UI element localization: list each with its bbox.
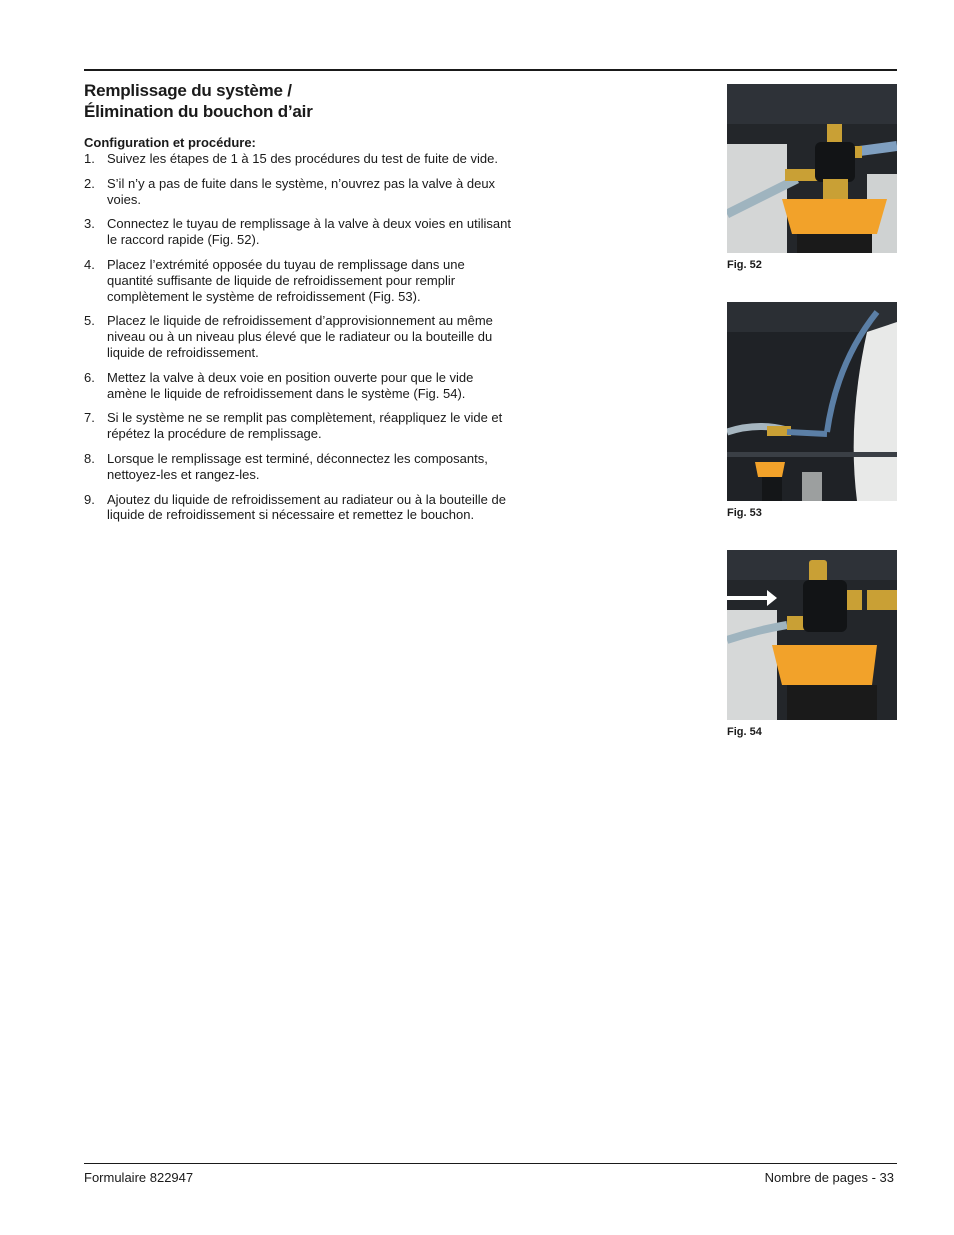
step-text: S’il n’y a pas de fuite dans le système, n’ouvrez pas la valve à deux voies.: [107, 175, 496, 207]
fig-52-caption: Fig. 52: [727, 259, 762, 271]
step-text: Ajoutez du liquide de refroidissement au radiateur ou à la bouteille de liquide de refroidissement si nécessaire et remettez le bouchon.: [107, 491, 506, 523]
step-item: [84, 151, 514, 167]
bottom-rule: [84, 1163, 897, 1164]
fig-54-caption: Fig. 54: [727, 726, 762, 738]
fig-52-photo: [727, 84, 897, 253]
fig-53-caption: Fig. 53: [727, 507, 762, 519]
title-line-2: Élimination du bouchon d’air: [84, 102, 313, 121]
section-subheading: Configuration et procédure:: [84, 135, 256, 150]
step-item: [84, 410, 514, 442]
form-number: Formulaire 822947: [84, 1170, 194, 1185]
step-item: [84, 451, 514, 483]
step-text: Mettez la valve à deux voie en position ouverte pour que le vide amène le liquide de refroidissement dans le système (Fig. 54).: [107, 369, 474, 401]
title-line-1: Remplissage du système /: [84, 81, 292, 100]
step-text: Connectez le tuyau de remplissage à la valve à deux voies en utilisant le raccord rapide (Fig. 52).: [107, 216, 511, 248]
open-valve-photo: [727, 550, 897, 720]
step-text: Lorsque le remplissage est terminé, déconnectez les composants, nettoyez-les et rangez-les.: [107, 450, 488, 482]
step-item: [84, 492, 514, 524]
step-number: 5.: [84, 313, 95, 329]
figure-53: [727, 302, 898, 519]
coolant-bucket-photo: [727, 302, 897, 501]
step-item: [84, 313, 514, 360]
top-rule: [84, 69, 897, 71]
step-item: [84, 257, 514, 304]
step-text: Suivez les étapes de 1 à 15 des procédures du test de fuite de vide.: [107, 151, 498, 166]
step-text: Placez l’extrémité opposée du tuyau de remplissage dans une quantité suffisante de liquide de refroidissement pour remplir complètement le système de refroidissement (Fig. 53).: [107, 256, 465, 304]
page-count: Nombre de pages - 33: [764, 1170, 894, 1185]
figure-52: [727, 84, 898, 271]
step-text: Si le système ne se remplit pas complètement, réappliquez le vide et répétez la procédure de remplissage.: [107, 410, 503, 442]
step-text: Placez le liquide de refroidissement d’approvisionnement au même niveau ou à un niveau plus élevé que le radiateur ou la bouteille du liquide de refroidissement.: [107, 313, 493, 360]
step-number: 1.: [84, 151, 95, 166]
step-number: 4.: [84, 256, 95, 272]
step-item: [84, 176, 514, 208]
step-item: [84, 370, 514, 402]
step-number: 2.: [84, 175, 95, 191]
figure-54: [727, 550, 898, 738]
step-number: 3.: [84, 216, 95, 232]
fig-53-photo: [727, 302, 897, 501]
step-number: 9.: [84, 491, 95, 507]
page-title: [84, 80, 313, 122]
procedure-steps: [84, 151, 514, 532]
step-number: 8.: [84, 450, 95, 466]
cooling-adapter-photo: [727, 84, 897, 253]
step-number: 6.: [84, 369, 95, 385]
step-number: 7.: [84, 410, 95, 426]
fig-54-photo: [727, 550, 897, 720]
step-item: [84, 216, 514, 248]
